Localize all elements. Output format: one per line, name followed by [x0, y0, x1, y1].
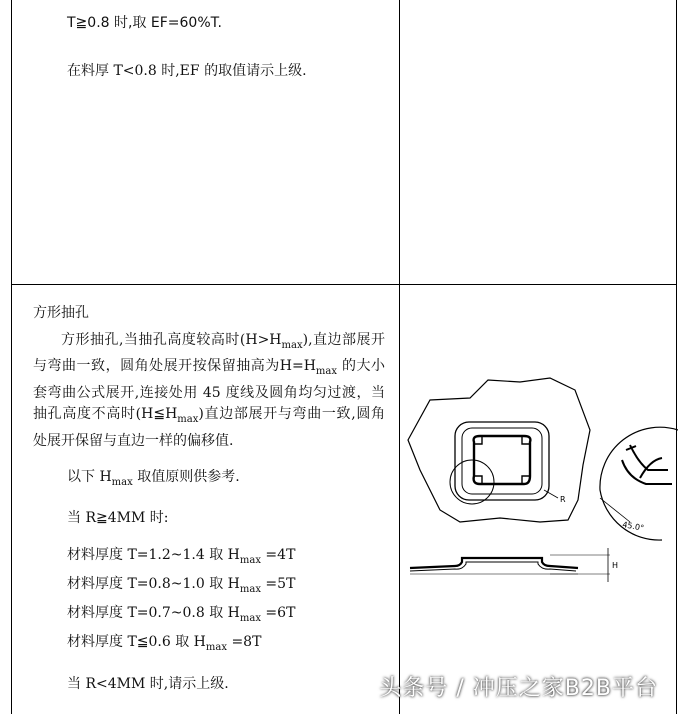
detail-corner: [622, 445, 672, 484]
hmax-row: 材料厚度 T≦0.6 取 $H_{max} =8T$: [67, 634, 262, 653]
section-paragraph: 方形抽孔,当抽孔高度较高时$(H>H_{max})$,直边部展开与弯曲一致，圆角处展开按保留抽高为$H=H_{max}$ 的大小套弯曲公式展开,连接处用 45 度线及圆角均匀过渡，当抽孔高度不高时$(H≦H_{max})$直边部展开与弯曲一致,圆角处展开保留与直边一样的偏移值.: [33, 332, 385, 449]
section-title: 方形抽孔: [33, 305, 89, 321]
table-border-left: [11, 0, 12, 714]
square-drawn-hole-drawing: [400, 370, 678, 610]
angle-line: [600, 498, 630, 522]
section-profile: [410, 558, 578, 568]
footer-note: 当 R<4MM 时,请示上级.: [67, 676, 229, 692]
detail-circle: [450, 460, 494, 504]
watermark: 头条号 / 冲压之家B2B平台: [379, 676, 658, 701]
angle-label: 45.0°: [621, 520, 645, 533]
inner-corner-lines: [474, 436, 530, 484]
ef-thin-material-note: 在料厚 T<0.8 时,EF 的取值请示上级.: [67, 63, 307, 79]
hmax-row: 材料厚度 T=0.8~1.0 取 $H_{max} =5T$: [67, 576, 296, 595]
hmax-row: 材料厚度 T=0.7~0.8 取 $H_{max} =6T$: [67, 605, 296, 624]
table-row-divider: [11, 284, 677, 285]
hmax-row: 材料厚度 T=1.2~1.4 取 $H_{max} =4T$: [67, 547, 296, 566]
hmax-intro: 以下 $H_{max}$ 取值原则供参考.: [67, 469, 240, 488]
h-label: H: [612, 561, 619, 570]
outer-square: [455, 422, 549, 500]
condition-line: 当 R≧4MM 时:: [67, 510, 169, 526]
r-label: R: [560, 495, 566, 504]
ef-rule-line: T≧0.8 时,取 EF=60%T.: [67, 15, 222, 31]
